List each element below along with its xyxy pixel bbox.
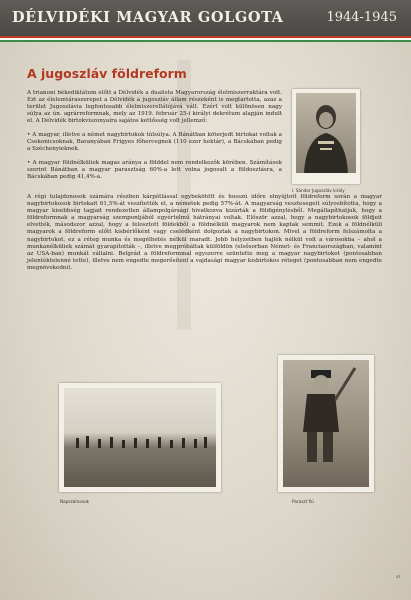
workers-field-image (64, 388, 216, 487)
boy-photo-caption: Paraszt fiú (292, 499, 314, 504)
flag-stripe-green (0, 40, 411, 42)
boy-photo (278, 355, 374, 492)
king-photo-caption: I. Sándor Jugoszláv király (292, 188, 345, 193)
book-title: DÉLVIDÉKI MAGYAR GOLGOTA (12, 9, 284, 26)
bullet-item: • A magyar földnélküliek magas aránya a földdel nem rendelkezők körében. Számítások szerint Bánátban a magyar parasztság 60%-a lett volna jogosult a földosztásra, a Bácskában pedig 41,4%-a. (27, 160, 282, 181)
peasant-boy-image (283, 360, 369, 487)
paragraph-intro: A trianoni békediktátum előtt a Délvidék a dualista Magyarország élelmiszerraktára volt. Ezt az élelemtáraszerepet a Délvidék a jugoszláv állam részeként is megtartotta, azaz a terület Jugoszlávia legfontosabb élelmiszerellátójává vált. Ezért volt különösen nagy súlya az ún. agrárreformnak, mely az 1919. február 25-i királyi dekrétum alapján indult el. A Délvidék birtokviszonyaira sajátos kettősség volt jellemző: (27, 90, 282, 125)
section-heading: A jugoszláv földreform (27, 66, 187, 81)
workers-photo-caption: Napszámosok (60, 499, 90, 504)
workers-photo (59, 383, 221, 492)
king-portrait-image (296, 93, 356, 173)
king-photo (292, 89, 360, 184)
paragraph-body: A régi tulajdonosok számára részben kárpótlással egybekötött és hosszú időre elnyújtott földreform során a magyar nagybirtokosok birtokait 61,5%-át veszítették el, a németek pedig 57%-át. A magyarság vesztesegeit súlyosbította, hogy a magyar kisebbség tagjait rendezetlen állampolgársági hivatkozva kizárták a földigénylésből. Megállapíthatjuk, hogy a földreformnak a magyarság szempontjából egyértelmű hátrányai voltak. Először azzal, hogy a nagybirtokosok földjeit elvették, másodszor azzal, hogy a felosztott földekből a földnélküli magyarok nem kaptak semmit. Ezek a földnélküli magyarok a földreform előtt kisbérlőként vagy cselédként dolgoztak a nagybirtokon. Mivel a földreform felszámolta a nagybirtokot, ez a réteg munka és megélhetés nélkül maradt. Jobb helyzetben hajlék nélkül volt a városokba – ahol a munkanélküliek számát gyarapították –, illetve megpróbáltak külföldön (elsősorban Német- és Franciaországban, valamint az USA-ban) munkát vállalni. Belgrád a földreformmal egyszerre szüntette meg a magyar nagybirtokot (pontosabban jelentéktelenné tette), illetve nem engedte megerősítenl a vajdasági magyar kisbirtokos réteget (pontosabban nem engedte megnövekedni). (27, 194, 382, 271)
book-years: 1944-1945 (326, 10, 397, 25)
bullet-item: • A magyar, illetve a német nagybirtokok túlsúlya. A Bánátban köterjedt birtokai voltak a Csekonicsoknak, Baranyában Frigyes főhercegnek (110 ezer hektár), a Bácskában pedig a Széchenyieknek. (27, 132, 282, 153)
header-bar (0, 0, 411, 36)
page-number: 81 (396, 574, 402, 579)
